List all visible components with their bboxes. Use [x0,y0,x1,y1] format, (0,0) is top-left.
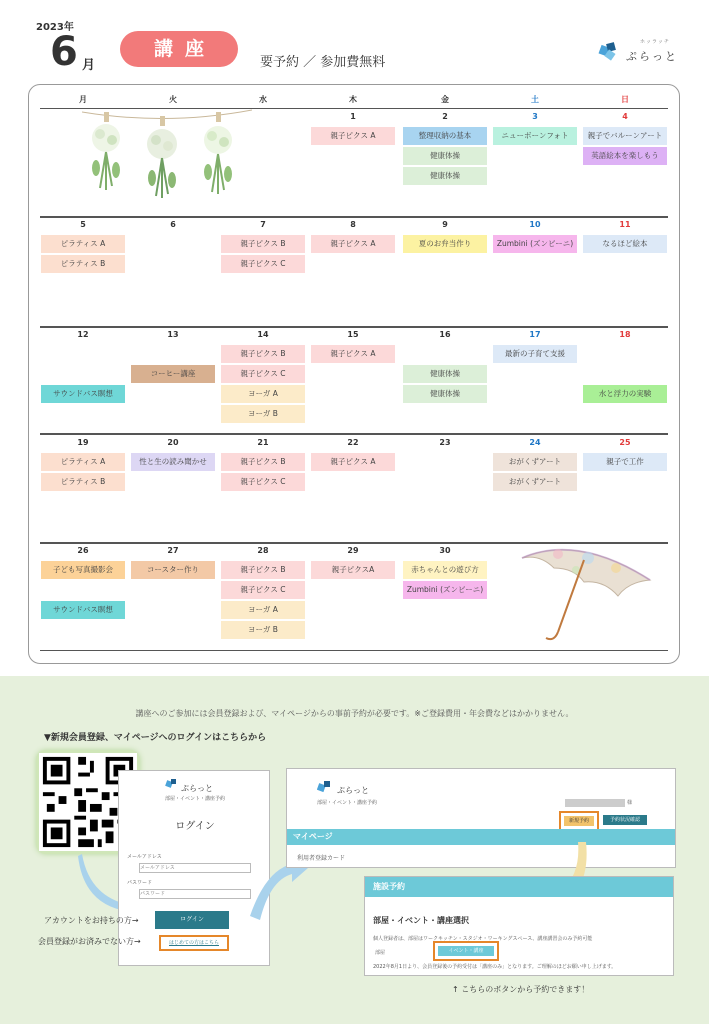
day-number: 15 [347,330,359,339]
day-number: 2 [442,112,448,121]
event-chip[interactable]: 子ども写真撮影会 [41,561,125,579]
login-button[interactable]: ログイン [155,911,229,929]
event-chip[interactable]: 健康体操 [403,167,487,185]
event-chip[interactable]: 親子ピクス B [221,235,305,253]
event-chip[interactable]: 健康体操 [403,147,487,165]
logo-text: ぷらっと [337,786,369,795]
event-chip[interactable]: Zumbini (ズンビーニ) [493,235,577,253]
password-label: パスワード [127,880,153,886]
subtitle: 要予約 ／ 参加費無料 [260,55,386,70]
event-chip[interactable]: 親子ピクス A [311,345,395,363]
day-number: 8 [350,220,356,229]
day-number: 27 [167,546,179,555]
have-account-label: アカウントをお持ちの方→ [44,916,139,925]
membership-note: 講座へのご参加には会員登録および、マイページからの事前予約が必要です。※ご登録費用・年会費などはかかりません。 [135,709,574,718]
event-chip[interactable]: 親子ピクス A [311,127,395,145]
day-number: 25 [619,438,631,447]
event-chip[interactable]: 親子ピクス B [221,345,305,363]
event-chip[interactable]: Zumbini (ズンビーニ) [403,581,487,599]
event-chip[interactable]: 英語絵本を楽しもう [583,147,667,165]
user-name-blurred [565,799,625,807]
no-account-label: 会員登録がお済みでない方→ [38,937,141,946]
day-number: 1 [350,112,356,121]
event-chip[interactable]: ヨーガ A [221,385,305,403]
register-title: ▼新規会員登録、マイページへのログインはこちらから [44,733,267,743]
booking-footnote: 2022年8月1日より、会員登録後の予約受付は「講座のみ」となります。ご理解のほどお願い申し上げます。 [373,964,617,970]
logo-icon [165,777,179,791]
day-number: 26 [77,546,89,555]
day-number: 6 [170,220,176,229]
day-number: 24 [529,438,541,447]
event-option-highlight [433,941,499,961]
mypage-screenshot [286,768,676,868]
booking-status-button[interactable]: 予約状況確認 [603,815,647,825]
event-chip[interactable]: サウンドバス瞑想 [41,601,125,619]
logo-subtitle: 部屋・イベント・講座予約 [317,800,378,806]
event-chip[interactable]: おがくずアート [493,453,577,471]
day-number: 29 [347,546,359,555]
logo-text: ぷらっと [181,784,213,793]
event-chip[interactable]: 健康体操 [403,385,487,403]
day-number: 28 [257,546,269,555]
booking-title: 部屋・イベント・講座選択 [373,916,469,925]
event-chip[interactable]: 水と浮力の実験 [583,385,667,403]
event-chip[interactable]: コーヒー講座 [131,365,215,383]
day-number: 5 [80,220,86,229]
weekday-header: 金 [441,95,449,104]
umbrella-illustration [518,540,658,644]
day-number: 3 [532,112,538,121]
day-number: 20 [167,438,179,447]
event-course-button[interactable]: イベント・講座 [438,946,494,956]
register-link[interactable]: はじめての方はこちら [159,935,229,951]
day-number: 16 [439,330,451,339]
logo-icon [598,40,618,60]
day-number: 18 [619,330,631,339]
day-number: 12 [77,330,89,339]
day-number: 22 [347,438,359,447]
event-chip[interactable]: なるほど絵本 [583,235,667,253]
weekday-header: 土 [531,95,539,104]
day-number: 4 [622,112,628,121]
category-pill: 講座 [120,31,238,67]
flower-illustration [82,108,252,200]
event-chip[interactable]: 親子ピクス C [221,365,305,383]
day-number: 9 [442,220,448,229]
event-chip[interactable]: 親子ピクス C [221,255,305,273]
event-chip[interactable]: 親子ピクス C [221,581,305,599]
event-chip[interactable]: 健康体操 [403,365,487,383]
event-chip[interactable]: 親子ピクス C [221,473,305,491]
booking-description: 個人登録者は、部屋はワークキッチン・スタジオ・ワーキングスペース、講座講習会のみ予約可能 [373,936,593,942]
new-booking-button[interactable]: 新規予約 [564,816,594,826]
event-chip[interactable]: 夏のお弁当作り [403,235,487,253]
weekday-header: 日 [621,95,629,104]
divider [40,650,668,651]
event-chip[interactable]: 赤ちゃんとの遊び方 [403,561,487,579]
event-chip[interactable]: 親子ピクス B [221,453,305,471]
day-number: 13 [167,330,179,339]
email-label: メールアドレス [127,854,162,860]
month-suffix: 月 [82,58,96,73]
user-suffix: 様 [627,800,633,806]
divider [40,433,668,435]
day-number: 11 [619,220,631,229]
event-chip[interactable]: ニューボーンフォト [493,127,577,145]
logo-icon [317,779,333,795]
event-chip[interactable]: コースター作り [131,561,215,579]
event-chip[interactable]: 性と生の読み聞かせ [131,453,215,471]
event-chip[interactable]: 親子で工作 [583,453,667,471]
new-booking-highlight [559,811,599,831]
email-field[interactable] [139,863,251,873]
event-chip[interactable]: ヨーガ A [221,601,305,619]
user-card-row[interactable]: 利用者登録カード [297,855,346,862]
divider [40,216,668,218]
year-label: 2023年 [36,22,74,33]
event-chip[interactable]: 親子でバルーンアート [583,127,667,145]
logo-subtitle: 部屋・イベント・講座予約 [165,796,226,802]
event-chip[interactable]: ヨーガ B [221,621,305,639]
event-chip[interactable]: 親子ピクス A [311,453,395,471]
logo-text: ぷらっと [626,50,678,63]
event-chip[interactable]: ピラティス B [41,255,125,273]
booking-screenshot [364,876,674,976]
booking-arrow-note: ↑ こちらのボタンから予約できます！ [452,985,590,994]
day-number: 17 [529,330,541,339]
room-option[interactable]: 部屋 [375,950,386,956]
event-chip[interactable]: 親子ピクス A [311,235,395,253]
event-chip[interactable]: ピラティス A [41,453,125,471]
event-chip[interactable]: ヨーガ B [221,405,305,423]
day-number: 19 [77,438,89,447]
day-number: 23 [439,438,451,447]
mypage-bar: マイページ [287,829,675,845]
event-chip[interactable]: 親子ピクスA [311,561,395,579]
weekday-header: 月 [79,95,87,104]
day-number: 10 [529,220,541,229]
divider [40,326,668,328]
event-chip[interactable]: ピラティス A [41,235,125,253]
day-number: 30 [439,546,451,555]
booking-bar: 施設予約 [365,877,673,897]
weekday-header: 火 [169,95,177,104]
day-number: 21 [257,438,269,447]
weekday-header: 木 [349,95,357,104]
event-chip[interactable]: ピラティス B [41,473,125,491]
weekday-header: 水 [259,95,267,104]
event-chip[interactable]: 親子ピクス B [221,561,305,579]
event-chip[interactable]: 最新の子育て支援 [493,345,577,363]
logo-ruby: ホッラッチ [640,39,670,45]
password-field[interactable] [139,889,251,899]
login-title: ログイン [175,821,215,832]
event-chip[interactable]: おがくずアート [493,473,577,491]
event-chip[interactable]: サウンドバス瞑想 [41,385,125,403]
day-number: 7 [260,220,266,229]
day-number: 14 [257,330,269,339]
event-chip[interactable]: 整理収納の基本 [403,127,487,145]
month-number: 6 [50,29,78,75]
